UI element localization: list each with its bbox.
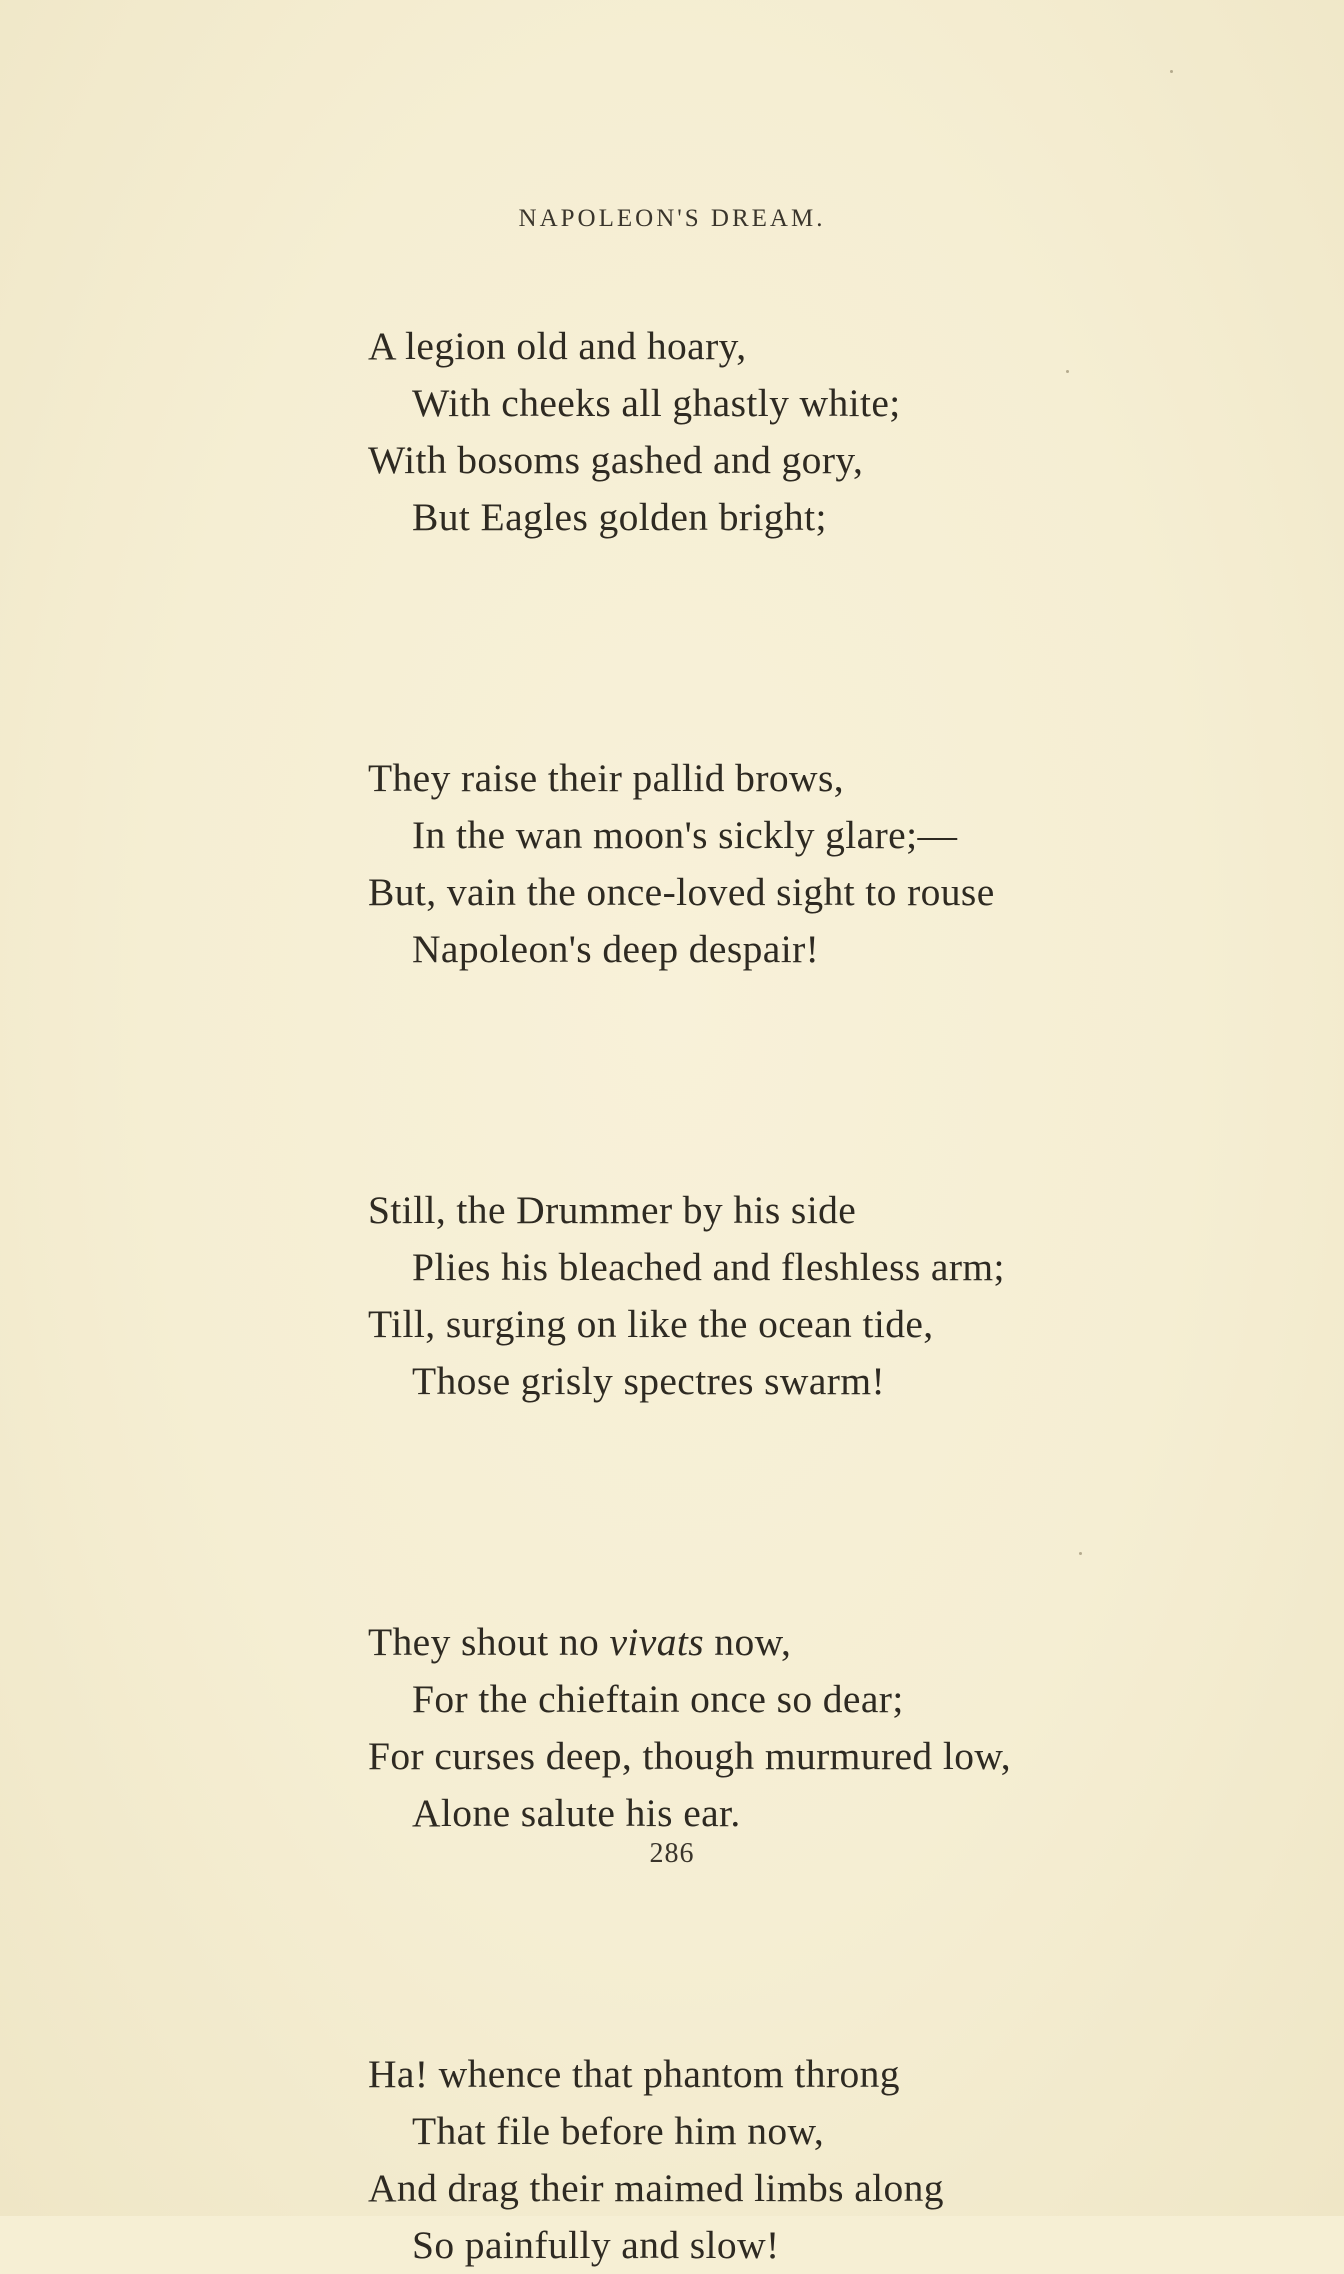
poem-line: Till, surging on like the ocean tide, xyxy=(368,1302,934,1346)
stanza-3 xyxy=(368,1182,1188,1410)
poem-line: Still, the Drummer by his side xyxy=(368,1188,857,1232)
poem-line: But Eagles golden bright; xyxy=(412,495,827,539)
stanza-5 xyxy=(368,2046,1188,2274)
poem-line: For curses deep, though murmured low, xyxy=(368,1734,1012,1778)
poem-line: Napoleon's deep despair! xyxy=(412,927,820,971)
poem-line: A legion old and hoary, xyxy=(368,324,747,368)
line-text: They shout no xyxy=(368,1620,610,1664)
poem-line: And drag their maimed limbs along xyxy=(368,2166,944,2210)
poem-line: But, vain the once-loved sight to rouse xyxy=(368,870,995,914)
poem-line: Plies his bleached and fleshless arm; xyxy=(412,1245,1005,1289)
poem-line: In the wan moon's sickly glare;— xyxy=(412,813,958,857)
poem-line: For the chieftain once so dear; xyxy=(412,1677,904,1721)
poem-line: So painfully and slow! xyxy=(412,2223,780,2267)
poem-line xyxy=(368,1614,1188,1671)
poem-line: With cheeks all ghastly white; xyxy=(412,381,901,425)
poem-line: That file before him now, xyxy=(412,2109,825,2153)
stanza-2 xyxy=(368,750,1188,978)
page-number: 286 xyxy=(649,1838,695,1869)
poem-line: Ha! whence that phantom throng xyxy=(368,2052,900,2096)
poem-line: Those grisly spectres swarm! xyxy=(412,1359,886,1403)
poem-line: They raise their pallid brows, xyxy=(368,756,844,800)
stanza-4 xyxy=(368,1614,1188,1842)
poem xyxy=(368,318,1188,2274)
paper-speck xyxy=(1170,70,1173,73)
paper-speck xyxy=(1066,370,1069,373)
stanza-1 xyxy=(368,318,1188,546)
line-text: now, xyxy=(704,1620,792,1664)
poem-line: With bosoms gashed and gory, xyxy=(368,438,864,482)
running-title: NAPOLEON'S DREAM. xyxy=(518,205,826,232)
italic-word: vivats xyxy=(609,1620,705,1664)
poem-line: Alone salute his ear. xyxy=(412,1791,741,1835)
paper-speck xyxy=(1079,1552,1082,1555)
